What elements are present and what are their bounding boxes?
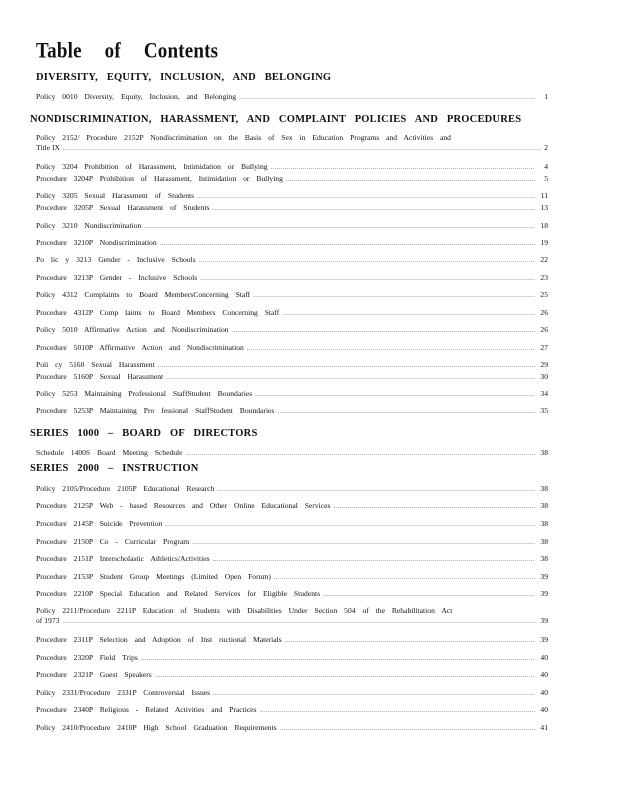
toc-entry[interactable]: Policy 2331/Procedure 2331P Controversial Issues ..... 40 (36, 688, 548, 698)
page-title: Table of Contents (36, 39, 219, 64)
toc-entry[interactable]: Procedure 2150P Co - Curricular Program ..... 38 (36, 537, 548, 547)
toc-entry[interactable]: Poli cy 5160 Sexual Harassment ..... 29 (36, 360, 548, 370)
toc-entry[interactable]: Procedure 3205P Sexual Harassment of Students ..... 13 (36, 203, 548, 213)
toc-entry[interactable]: Procedure 2210P Special Education and Related Services for Eligible Students ..... 39 (36, 589, 548, 599)
toc-entry[interactable]: Po lic y 3213 Gender - Inclusive Schools ..... 22 (36, 255, 548, 265)
section-heading-deib: DIVERSITY, EQUITY, INCLUSION, AND BELONGING (36, 72, 332, 83)
toc-entry[interactable]: Procedure 2321P Guest Speakers ..... 40 (36, 670, 548, 680)
toc-entry[interactable]: Procedure 2151P Interscholastic Athletics/Activities ..... 38 (36, 554, 548, 564)
toc-entry[interactable]: Procedure 2320P Field Trips ..... 40 (36, 653, 548, 663)
toc-entry[interactable]: Policy 4312 Complaints to Board MembersConcerning Staff ..... 25 (36, 290, 548, 300)
toc-entry[interactable]: Policy 0010 Diversity, Equity, Inclusion, and Belonging ..... 1 (36, 92, 548, 102)
toc-entry[interactable]: Policy 2211/Procedure 2211P Education of Students with Disabilities Under Section 504 of the Rehabilitation Act of 1973 ..... 39 (36, 606, 548, 626)
toc-entry[interactable]: Policy 3210 Nondiscrimination ..... 18 (36, 221, 548, 231)
toc-entry[interactable]: Procedure 5010P Affirmative Action and Nondiscrimination ..... 27 (36, 343, 548, 353)
toc-entry[interactable]: Procedure 2145P Suicide Prevention ..... 38 (36, 519, 548, 529)
toc-entry[interactable]: Procedure 2125P Web - based Resources and Other Online Educational Services ..... 38 (36, 501, 548, 511)
toc-entry[interactable]: Policy 2105/Procedure 2105P Educational Research ..... 38 (36, 484, 548, 494)
toc-entry[interactable]: Procedure 5160P Sexual Harassment ..... 30 (36, 372, 548, 382)
toc-entry[interactable]: Procedure 2340P Religious - Related Activities and Practices ..... 40 (36, 705, 548, 715)
section-heading-series-1000: SERIES 1000 – BOARD OF DIRECTORS (30, 428, 258, 439)
toc-entry[interactable]: Policy 3204 Prohibition of Harassment, Intimidation or Bullying ..... 4 (36, 162, 548, 172)
toc-entry[interactable]: Procedure 5253P Maintaining Pro fessional StaffStudent Boundaries ..... 35 (36, 406, 548, 416)
section-heading-nondiscrimination: NONDISCRIMINATION, HARASSMENT, AND COMPLAINT POLICIES AND PROCEDURES (30, 114, 522, 125)
toc-entry[interactable]: Procedure 2311P Selection and Adoption of Inst ructional Materials ..... 39 (36, 635, 548, 645)
section-heading-series-2000: SERIES 2000 – INSTRUCTION (30, 463, 199, 474)
toc-entry[interactable]: Schedule 1400S Board Meeting Schedule ..... 38 (36, 448, 548, 458)
toc-entry[interactable]: Procedure 3210P Nondiscrimination ..... 19 (36, 238, 548, 248)
toc-entry[interactable]: Policy 2152/ Procedure 2152P Nondiscrimination on the Basis of Sex in Education Programs and Activities and Title IX ..... 2 (36, 133, 548, 153)
toc-entry[interactable]: Procedure 2153P Student Group Meetings (Limited Open Forum) ..... 39 (36, 572, 548, 582)
toc-entry[interactable]: Procedure 3204P Prohibition of Harassment, Intimidation or Bullying ..... 5 (36, 174, 548, 184)
toc-entry[interactable]: Policy 2410/Procedure 2410P High School Graduation Requirements ..... 41 (36, 723, 548, 733)
toc-entry[interactable]: Procedure 3213P Gender - Inclusive Schools ..... 23 (36, 273, 548, 283)
toc-entry[interactable]: Policy 3205 Sexual Harassment of Students ..... 11 (36, 191, 548, 201)
toc-entry[interactable]: Procedure 4312P Comp laints to Board Members Concerning Staff ..... 26 (36, 308, 548, 318)
toc-entry[interactable]: Policy 5010 Affirmative Action and Nondiscrimination ..... 26 (36, 325, 548, 335)
toc-entry[interactable]: Policy 5253 Maintaining Professional StaffStudent Boundaries ..... 34 (36, 389, 548, 399)
